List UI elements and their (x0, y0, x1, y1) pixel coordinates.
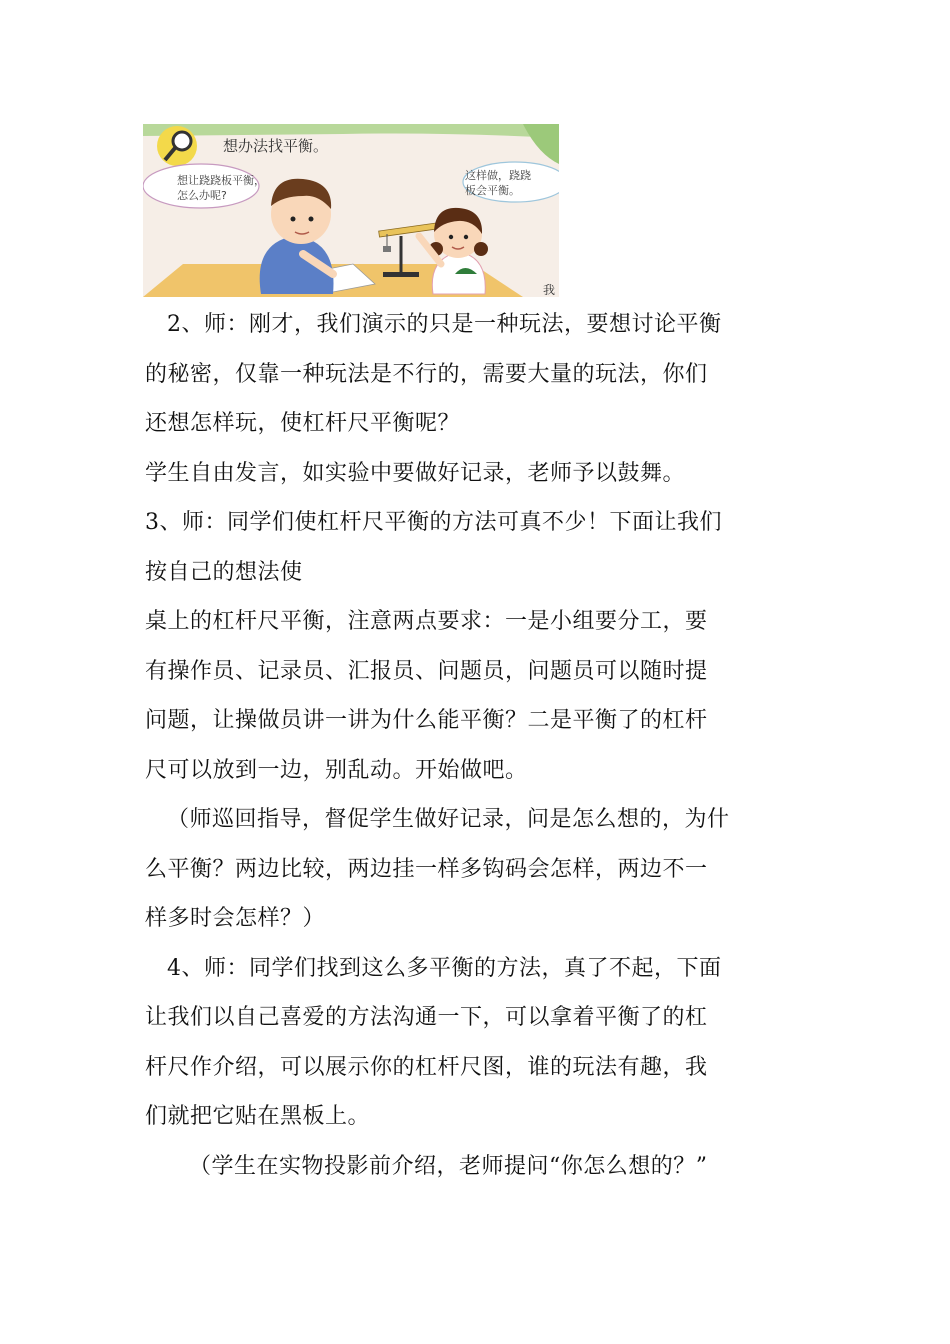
illustration-corner-char: 我 (543, 283, 556, 297)
text-line: 学生自由发言，如实验中要做好记录，老师予以鼓舞。 (145, 460, 686, 486)
girl-bubble-line-2: 板会平衡。 (465, 184, 520, 197)
lesson-text (145, 300, 815, 1191)
text-line: 问题，让操做员讲一讲为什么能平衡？二是平衡了的杠杆 (145, 708, 708, 733)
text-line: 们就把它贴在黑板上。 (145, 1104, 371, 1129)
boy-bubble-line-2: 怎么办呢? (177, 189, 227, 202)
text-line: 让我们以自己喜爱的方法沟通一下，可以拿着平衡了的杠 (145, 1005, 708, 1030)
text-line: 还想怎样玩，使杠杆尺平衡呢？ (145, 411, 461, 436)
text-line: 3、师：同学们使杠杆尺平衡的方法可真不少！下面让我们 (145, 510, 722, 535)
boy-bubble-line-1: 想让跷跷板平衡， (177, 174, 265, 187)
magnifier-icon (157, 126, 197, 166)
text-line: 按自己的想法使 (145, 559, 303, 585)
textbook-illustration (143, 124, 559, 297)
text-line: 么平衡？两边比较，两边挂一样多钩码会怎样，两边不一 (145, 856, 708, 882)
text-line: 尺可以放到一边，别乱动。开始做吧。 (145, 757, 528, 783)
text-line: （学生在实物投影前介绍，老师提问“你怎么想的？” (189, 1153, 708, 1179)
text-line: 有操作员、记录员、汇报员、问题员，问题员可以随时提 (145, 658, 708, 684)
illustration-heading: 想办法找平衡。 (223, 137, 329, 155)
text-line: 桌上的杠杆尺平衡，注意两点要求：一是小组要分工，要 (145, 609, 708, 634)
text-line: 2、师：刚才，我们演示的只是一种玩法，要想讨论平衡 (167, 312, 722, 337)
text-line: 杆尺作介绍，可以展示你的杠杆尺图，谁的玩法有趣，我 (145, 1054, 708, 1080)
text-line: 4、师：同学们找到这么多平衡的方法，真了不起，下面 (167, 955, 722, 981)
text-line: 样多时会怎样？） (145, 906, 326, 931)
text-line: （师巡回指导，督促学生做好记录，问是怎么想的，为什 (167, 807, 730, 832)
girl-bubble-line-1: 这样做，跷跷 (465, 169, 531, 182)
text-line: 的秘密，仅靠一种玩法是不行的，需要大量的玩法，你们 (145, 361, 708, 387)
